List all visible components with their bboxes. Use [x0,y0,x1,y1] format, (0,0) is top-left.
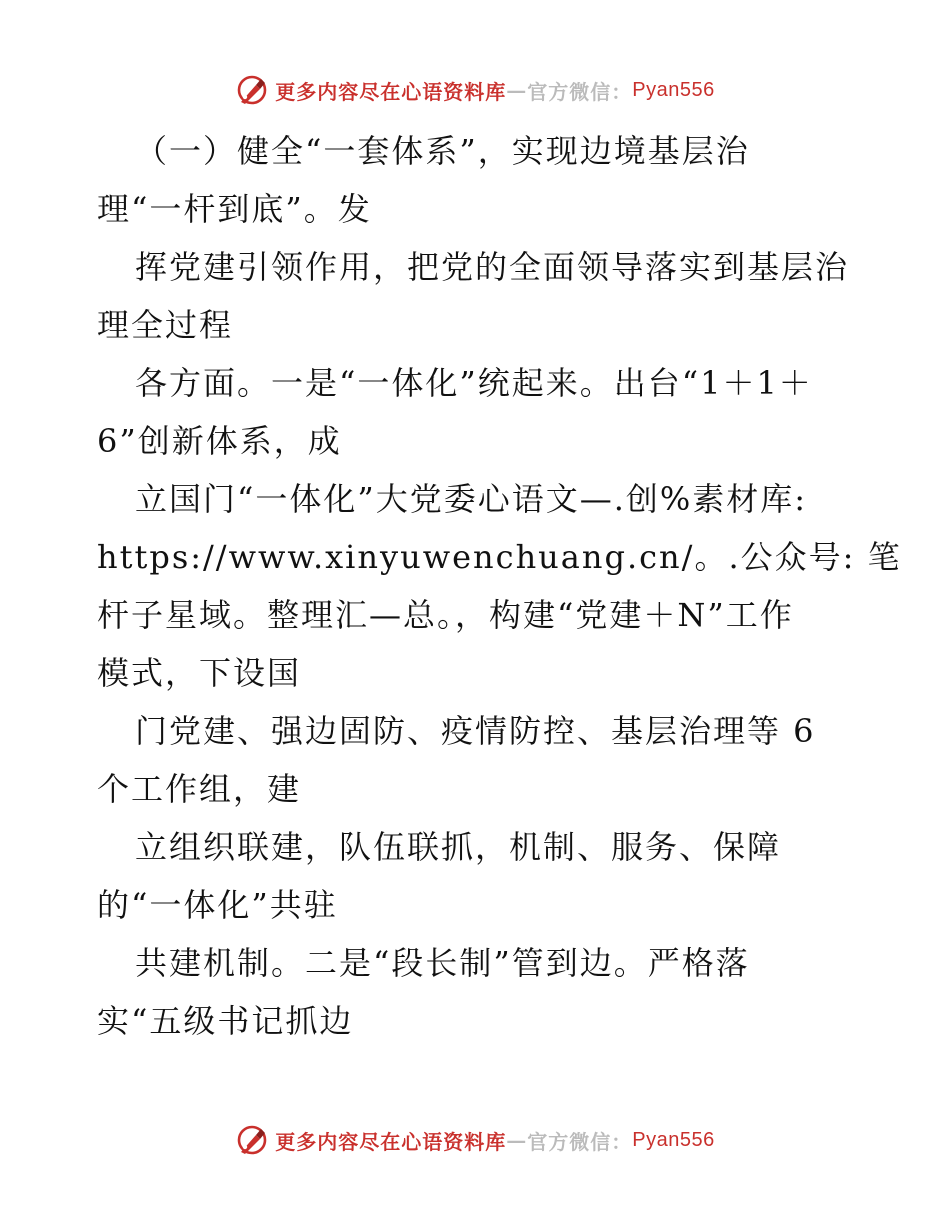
body-text [97,122,902,1050]
footer-dash: — [506,1128,528,1152]
header-dash: — [506,78,528,102]
text-line: 理“一杆到底”。发 [97,190,372,228]
text-line: 门党建、强边固防、疫情防控、基层治理等 6 [135,712,816,750]
text-line: 个工作组，建 [97,770,302,808]
text-line: 的“一体化”共驻 [97,886,338,924]
pen-logo-icon [235,1123,269,1157]
text-line: 杆子星域。整理汇—总。，构建“党建＋N”工作 [97,596,794,634]
text-line: 理全过程 [97,306,234,344]
header-banner [0,70,950,110]
text-line: 挥党建引领作用，把党的全面领导落实到基层治 [135,248,850,286]
text-line: 各方面。一是“一体化”统起来。出台“1＋1＋ [135,364,813,402]
pen-logo-icon [235,73,269,107]
text-line: 共建机制。二是“段长制”管到边。严格落 [135,944,750,982]
footer-banner [0,1120,950,1160]
text-line: 实“五级书记抓边 [97,1002,354,1040]
text-line: （一）健全“一套体系”，实现边境基层治 [135,132,750,170]
footer-wechat-label: 官方微信： [527,1129,633,1154]
text-line: https://www.xinyuwenchuang.cn/。.公众号: 笔 [97,538,902,576]
footer-wechat-id: Pyan556 [632,1128,715,1151]
header-wechat-id: Pyan556 [632,78,715,101]
header-wechat-label: 官方微信： [527,79,633,104]
text-line: 6”创新体系，成 [97,422,342,460]
text-line: 模式，下设国 [97,654,302,692]
text-line: 立组织联建，队伍联抓，机制、服务、保障 [135,828,782,866]
text-line: 立国门“一体化”大党委心语文—.创%素材库: [135,480,808,518]
header-site-text: 更多内容尽在心语资料库 [275,79,507,104]
footer-site-text: 更多内容尽在心语资料库 [275,1129,507,1154]
